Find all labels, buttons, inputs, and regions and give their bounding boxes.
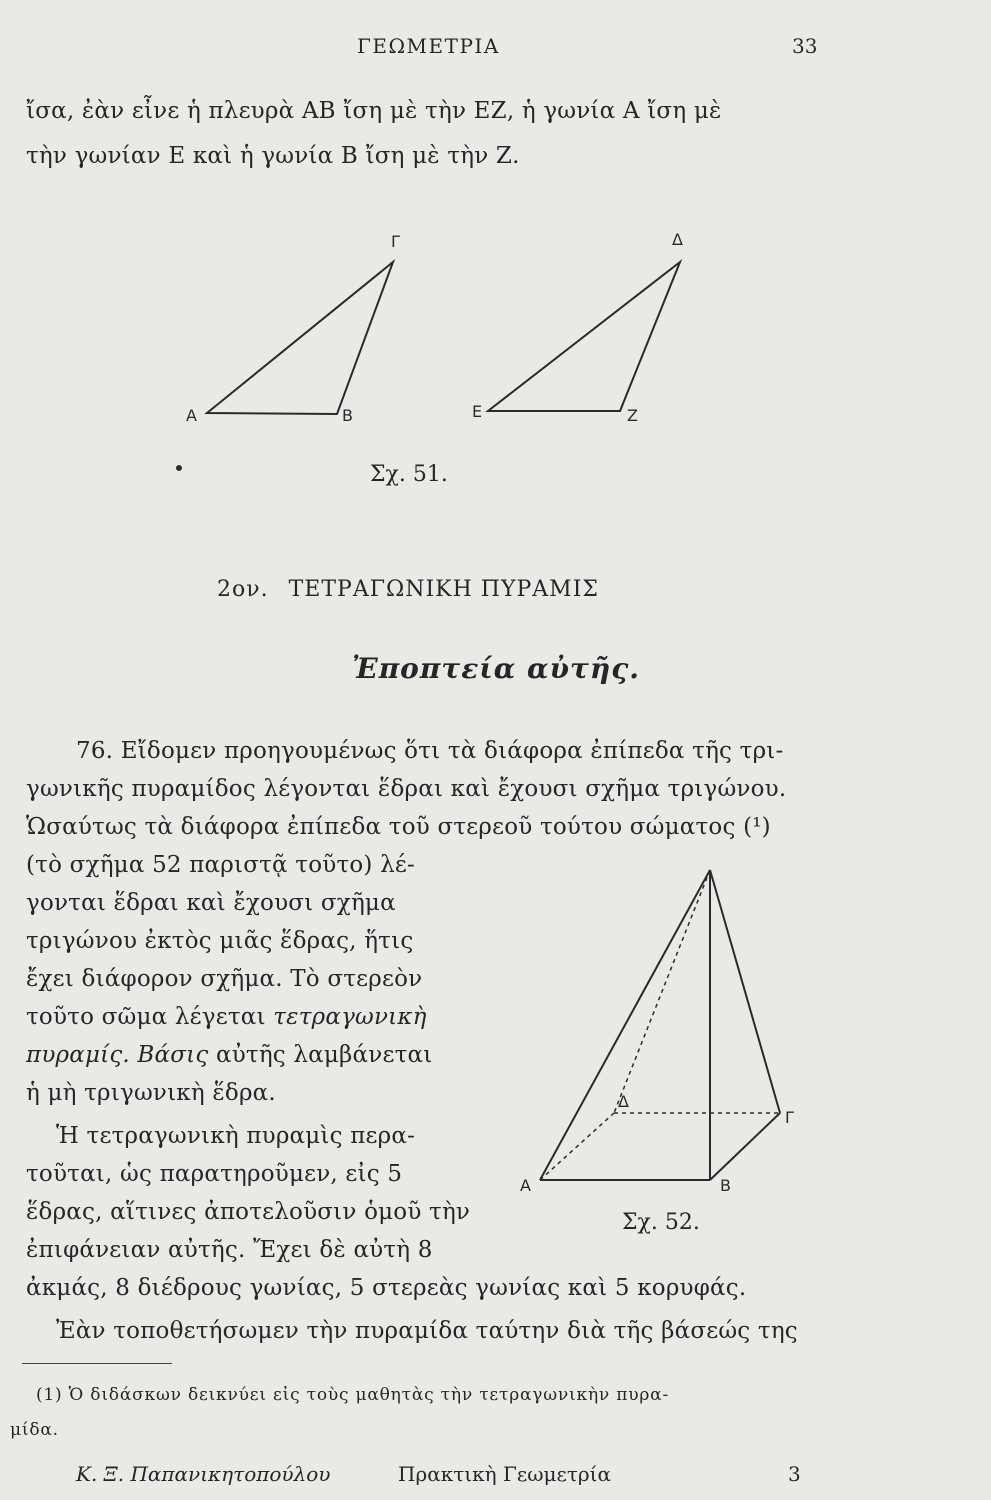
para76-line-5: γονται ἕδραι καὶ ἔχουσι σχῆμα (26, 890, 396, 916)
para76-line-6: τριγώνου ἐκτὸς μιᾶς ἕδρας, ἥτις (26, 928, 414, 954)
label-e: Ε (472, 402, 483, 421)
label-b: Β (342, 406, 353, 425)
label-d: Δ (618, 1092, 629, 1111)
footer-signature: 3 (788, 1462, 801, 1486)
edge-b-g (710, 1113, 780, 1180)
footnote-line-1: (1) Ὁ διδάσκων δεικνύει εἰς τοὺς μαθητὰς τὴν τετραγωνικὴν πυρα- (36, 1385, 669, 1405)
para2-line-1: Ἡ τετραγωνικὴ πυραμὶς περα- (56, 1123, 416, 1149)
triangle-abg (207, 262, 393, 414)
para76-line-3: Ὡσαύτως τὰ διάφορα ἐπίπεδα τοῦ στερεοῦ τούτου σώματος (¹) (26, 814, 771, 840)
hidden-edge-a-d (540, 1113, 614, 1180)
intro-line-1: ἴσα, ἐὰν εἶνε ἡ πλευρὰ ΑΒ ἴση μὲ τὴν ΕΖ, ἡ γωνία Α ἴση μὲ (26, 98, 722, 124)
para76-line-7: ἔχει διάφορον σχῆμα. Τὸ στερεὸν (26, 966, 423, 992)
figure-52-caption: Σχ. 52. (622, 1210, 700, 1235)
edge-apex-a (540, 870, 710, 1180)
para2-line-6: Ἐὰν τοποθετήσωμεν τὴν πυραμίδα ταύτην διὰ τῆς βάσεώς της (56, 1318, 798, 1344)
section-title: ΤΕΤΡΑΓΩΝΙΚΗ ΠΥΡΑΜΙΣ (288, 577, 599, 602)
para76-line-4: (τὸ σχῆμα 52 παριστᾷ τοῦτο) λέ- (26, 852, 415, 878)
term-tetragonal: τετραγωνικὴ (273, 1004, 427, 1030)
running-head: ΓΕΩΜΕΤΡΙΑ (357, 34, 500, 58)
triangle-ezd (488, 262, 680, 411)
footer-author: Κ. Ξ. Παπανικητοπούλου (76, 1462, 331, 1486)
intro-line-2: τὴν γωνίαν Ε καὶ ἡ γωνία Β ἴση μὲ τὴν Ζ. (26, 143, 520, 169)
label-a: Α (186, 406, 197, 425)
footer-book-title: Πρακτικὴ Γεωμετρία (398, 1462, 612, 1486)
edge-apex-g (710, 870, 780, 1113)
figure-51 (170, 225, 683, 440)
figure-52 (510, 855, 810, 1195)
label-g: Γ (785, 1108, 794, 1127)
section-number: 2ον. (217, 577, 269, 602)
para2-line-3: ἕδρας, αἵτινες ἀποτελοῦσιν ὁμοῦ τὴν (26, 1199, 471, 1225)
footnote-rule (22, 1363, 172, 1364)
figure-51-caption: Σχ. 51. (370, 462, 448, 487)
para2-line-4: ἐπιφάνειαν αὐτῆς. Ἔχει δὲ αὐτὴ 8 (26, 1237, 433, 1263)
para76-line-9 (26, 1042, 432, 1068)
section-heading (217, 577, 599, 602)
para76-line-2: γωνικῆς πυραμίδος λέγονται ἕδραι καὶ ἔχουσι σχῆμα τριγώνου. (26, 776, 787, 802)
hidden-edge-apex-d (614, 870, 710, 1113)
footnote-line-2: μίδα. (10, 1420, 59, 1440)
para76-line-8-text: τοῦτο σῶμα λέγεται (26, 1004, 274, 1030)
para76-line-9-text: αὐτῆς λαμβάνεται (208, 1042, 433, 1068)
label-g: Γ (391, 232, 400, 251)
ink-dot (176, 465, 182, 471)
label-d: Δ (672, 230, 683, 249)
label-a: Α (520, 1176, 531, 1195)
label-z: Ζ (627, 406, 638, 425)
para2-line-2: τοῦται, ὡς παρατηροῦμεν, εἰς 5 (26, 1161, 403, 1187)
para76-line-1: 76. Εἴδομεν προηγουμένως ὅτι τὰ διάφορα ἐπίπεδα τῆς τρι- (76, 738, 784, 764)
section-subtitle: Ἐποπτεία αὐτῆς. (352, 652, 641, 685)
label-b: Β (720, 1176, 731, 1195)
page-number: 33 (792, 34, 818, 58)
para76-line-8 (26, 1004, 427, 1030)
para2-line-5: ἀκμάς, 8 διέδρους γωνίας, 5 στερεὰς γωνίας καὶ 5 κορυφάς. (26, 1275, 747, 1301)
para76-line-10: ἡ μὴ τριγωνικὴ ἕδρα. (26, 1080, 276, 1106)
term-pyramis-basis: πυραμίς. Βάσις (26, 1042, 209, 1068)
